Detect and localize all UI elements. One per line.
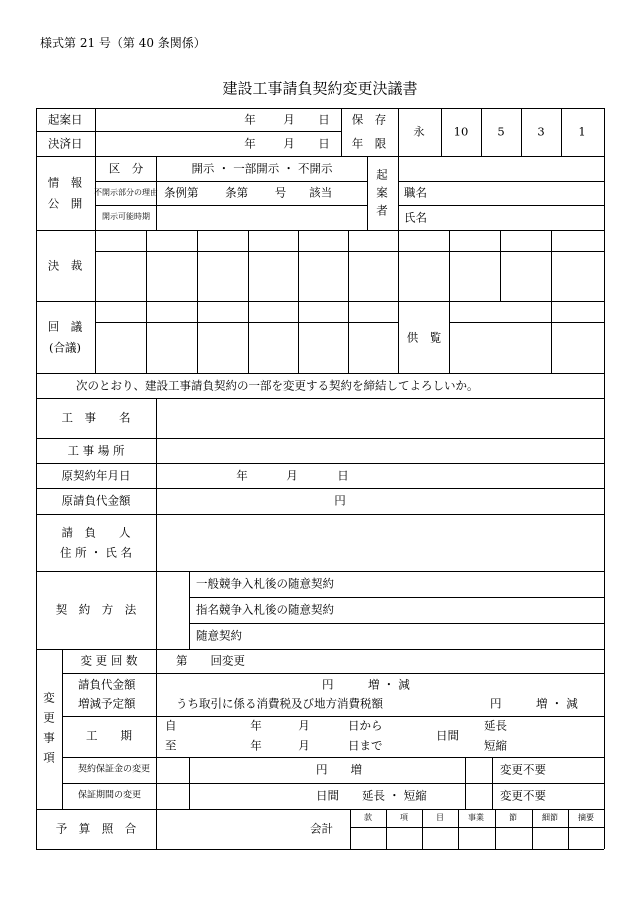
warranty-change-value: 日間 延長 ・ 短縮	[316, 788, 427, 803]
drafter-char: 起	[376, 167, 388, 182]
period-from-year: 年	[250, 718, 262, 733]
original-contract-date-label: 原契約年月日	[61, 468, 131, 483]
change-section-char: 変	[43, 690, 55, 705]
disclosure-label-2: 公 開	[47, 196, 83, 211]
period-shorten-label: 短縮	[484, 738, 507, 753]
period-from-suffix: 日から	[348, 718, 383, 733]
change-count-label: 変 更 回 数	[80, 653, 138, 668]
contract-method-option: 指名競争入札後の随意契約	[196, 602, 334, 617]
amount-change-value: 円 増 ・ 減	[322, 677, 410, 692]
disclosure-category-value: 開示 ・ 一部開示 ・ 不開示	[191, 161, 333, 176]
contractor-label-2: 住 所 ・ 氏 名	[59, 545, 133, 560]
deposit-no-change: 変更不要	[500, 762, 546, 777]
kessai-date-label: 決済日	[48, 136, 83, 151]
drafter-position-label: 職名	[404, 185, 427, 200]
period-to-label: 至	[165, 738, 177, 753]
contract-method-label: 契 約 方 法	[55, 602, 137, 617]
review-label: 供 覧	[406, 330, 442, 345]
contractor-label-1: 請 負 人	[61, 525, 131, 540]
deposit-change-label: 契約保証金の変更	[78, 764, 151, 775]
retention-option: 5	[497, 124, 505, 139]
period-to-year: 年	[250, 738, 262, 753]
page-title: 建設工事請負契約変更決議書	[222, 79, 418, 98]
disclosure-category-label: 区 分	[108, 161, 144, 176]
warranty-change-label: 保証期間の変更	[78, 790, 142, 801]
retention-option: 3	[537, 124, 545, 139]
original-amount-yen: 円	[334, 493, 346, 508]
contract-method-option: 随意契約	[196, 628, 242, 643]
change-count-value: 第 回変更	[176, 653, 245, 668]
tax-line-value: 円 増 ・ 減	[490, 696, 578, 711]
decision-statement: 次のとおり、建設工事請負契約の一部を変更する契約を締結してよろしいか。	[76, 378, 479, 393]
change-section-char: 更	[43, 710, 55, 725]
budget-column-header: 款	[364, 813, 372, 822]
original-amount-label: 原請負代金額	[61, 493, 131, 508]
kian-month-label: 月	[283, 112, 295, 127]
drafter-char: 者	[376, 203, 388, 218]
budget-column-header: 細節	[542, 813, 558, 822]
period-extend-label: 延長	[484, 718, 507, 733]
circulation-label-2: (合議)	[49, 340, 81, 355]
contract-year-label: 年	[236, 468, 248, 483]
kian-day-label: 日	[318, 112, 330, 127]
retention-label-1: 保 存	[351, 112, 387, 127]
amount-change-label-2: 増減予定額	[78, 696, 136, 711]
budget-account-label: 会計	[310, 821, 333, 836]
circulation-label-1: 回 議	[47, 319, 83, 334]
kian-year-label: 年	[244, 112, 256, 127]
period-from-month: 月	[298, 718, 310, 733]
contract-method-option: 一般競争入札後の随意契約	[196, 576, 334, 591]
amount-change-label-1: 請負代金額	[78, 677, 136, 692]
period-days-label: 日間	[436, 728, 459, 743]
tax-line-label: うち取引に係る消費税及び地方消費税額	[176, 696, 383, 711]
work-name-label: 工 事 名	[61, 410, 131, 425]
disclosure-label-1: 情 報	[47, 175, 83, 190]
period-to-month: 月	[298, 738, 310, 753]
retention-option: 1	[578, 124, 586, 139]
change-section-char: 項	[43, 750, 55, 765]
disclosure-reason-value: 条例第 条第 号 該当	[164, 185, 333, 200]
disclosure-reason-label: 不開示部分の理由	[94, 188, 158, 197]
retention-option: 永	[413, 124, 425, 139]
budget-column-header: 目	[436, 813, 444, 822]
retention-label-2: 年 限	[351, 136, 387, 151]
period-to-suffix: 日まで	[348, 738, 383, 753]
work-location-label: 工 事 場 所	[67, 443, 125, 458]
kian-date-label: 起案日	[48, 112, 83, 127]
retention-option: 10	[453, 124, 469, 139]
change-section-char: 事	[43, 730, 55, 745]
work-period-label: 工 期	[86, 728, 132, 743]
contract-month-label: 月	[286, 468, 298, 483]
deposit-change-value: 円 増	[316, 762, 362, 777]
drafter-char: 案	[376, 185, 388, 200]
period-from-label: 自	[165, 718, 177, 733]
form-number: 様式第 21 号（第 40 条関係）	[40, 36, 206, 50]
warranty-no-change: 変更不要	[500, 788, 546, 803]
budget-column-header: 項	[400, 813, 408, 822]
budget-column-header: 摘要	[578, 813, 594, 822]
kessai-month-label: 月	[283, 136, 295, 151]
disclosure-timing-label: 開示可能時期	[102, 212, 150, 221]
kessai-day-label: 日	[318, 136, 330, 151]
budget-column-header: 節	[509, 813, 517, 822]
approval-label: 決 裁	[47, 258, 83, 273]
kessai-year-label: 年	[244, 136, 256, 151]
budget-column-header: 事業	[468, 813, 484, 822]
budget-check-label: 予 算 照 合	[55, 821, 137, 836]
contract-day-label: 日	[337, 468, 349, 483]
drafter-name-label: 氏名	[404, 210, 427, 225]
